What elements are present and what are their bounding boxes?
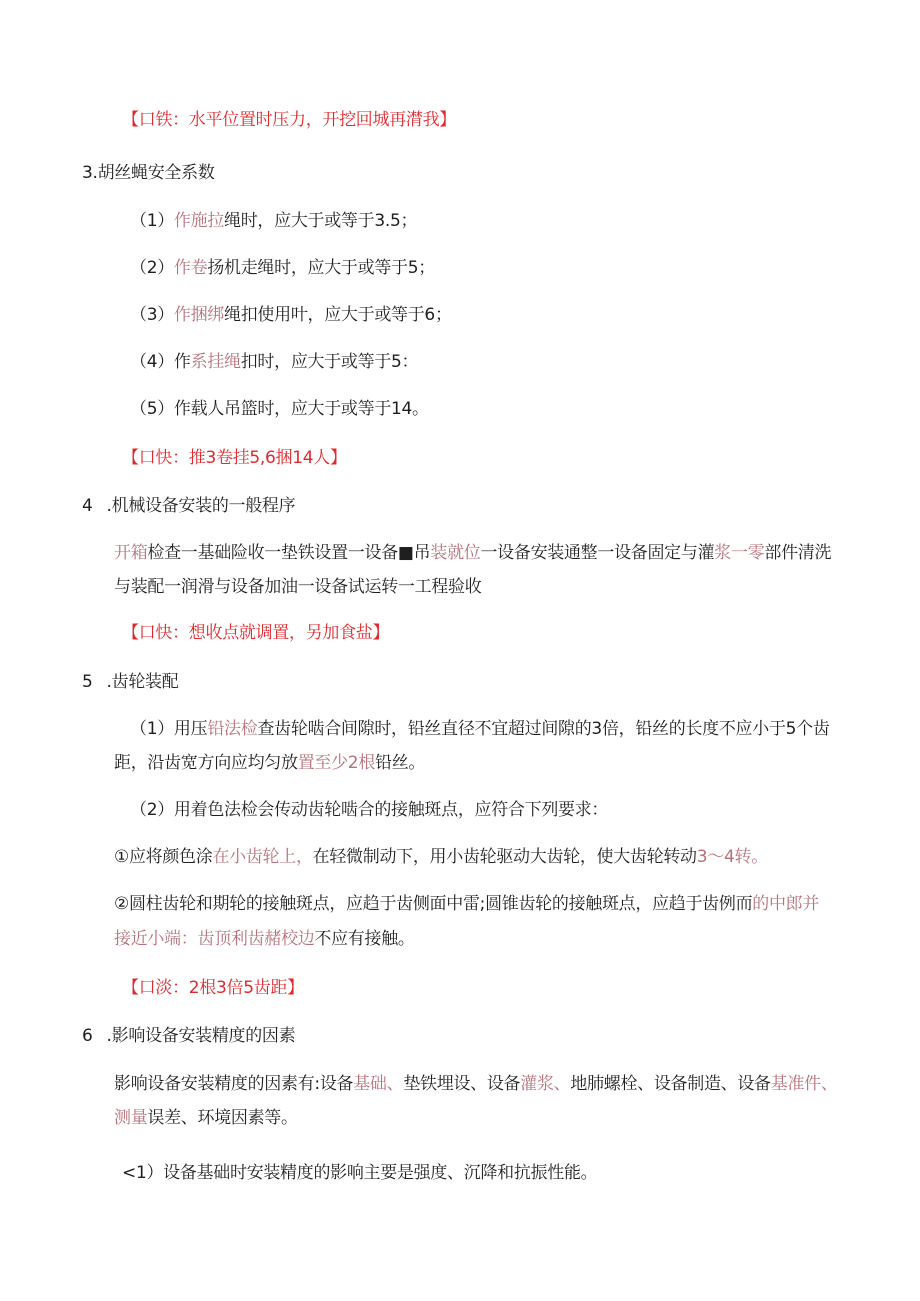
list-item: （2）用着色法检会传动齿轮啮合的接触斑点，应符合下列要求：: [130, 800, 609, 820]
list-item: [114, 892, 819, 916]
item-text: 距，沿齿宽方向应均匀放: [114, 753, 298, 773]
item-text: ①应将颜色涂: [114, 847, 213, 867]
section-heading: [82, 494, 295, 518]
highlight-text: 测量: [114, 1108, 148, 1128]
paragraph-text: 地肺螺栓、设备制造、设备: [570, 1074, 771, 1094]
item-text: 铅丝。: [375, 753, 426, 773]
item-text: 作: [173, 352, 191, 372]
highlight-text: 接近小端：齿顶利齿赭校边: [114, 929, 315, 949]
list-item: [130, 303, 452, 327]
item-text: ②圆柱齿轮和期轮的接触斑点，应趋于齿侧面中雷;圆锥齿轮的接触斑点，应趋于齿例而: [114, 894, 753, 914]
mnemonic-line: 【口铁：水平位置时压力，开挖回城再潸我】: [122, 110, 456, 130]
item-text: 作载人吊篮时，应大于或等于14。: [173, 399, 429, 419]
section-number: 6: [82, 1026, 93, 1046]
item-number: （3）: [130, 305, 174, 325]
paragraph: 与装配一润滑与设备加油一设备试运转一工程验收: [114, 577, 482, 597]
highlight-text: 的中郎并: [752, 894, 820, 914]
highlight-text: 浆一零: [714, 543, 765, 563]
item-number: （4）: [130, 352, 174, 372]
mnemonic-line: 【口快：想收点就调置，另加食盐】: [122, 623, 390, 643]
paragraph-text: 影响设备安装精度的因素有:设备: [114, 1074, 354, 1094]
highlight-text: 3～4转。: [696, 847, 768, 867]
paragraph-text: 垫铁埋设、设备: [403, 1074, 521, 1094]
highlight-text: 置至少2根: [297, 753, 376, 773]
highlight-text: 系挂绳: [190, 352, 241, 372]
paragraph: [114, 541, 831, 565]
section-heading: [82, 1024, 295, 1048]
section-heading: 3.胡丝蝇安全系数: [82, 163, 215, 183]
paragraph-text: 部件清洗: [764, 543, 832, 563]
paragraph-text: 一设备安装通整一设备固定与灌: [480, 543, 715, 563]
item-number: （5）: [130, 399, 174, 419]
item-text: 扣时，应大于或等于5：: [240, 352, 419, 372]
section-title: .影响设备安装精度的因素: [106, 1026, 296, 1046]
item-number: （2）: [130, 258, 174, 278]
item-number: （1）: [130, 211, 174, 231]
section-heading: [82, 670, 178, 694]
list-item: [114, 845, 768, 869]
section-number: 5: [82, 672, 93, 692]
item-text: （1）用压: [130, 719, 208, 739]
paragraph: <1）设备基础时安装精度的影响主要是强度、沉降和抗振性能。: [122, 1163, 598, 1183]
highlight-text: 铅法检: [207, 719, 258, 739]
list-item: [130, 209, 417, 233]
paragraph: [114, 1106, 298, 1130]
highlight-text: 开箱: [114, 543, 148, 563]
list-item-continued: [114, 927, 415, 951]
highlight-text: 基础、: [353, 1074, 404, 1094]
highlight-text: 作卷: [173, 258, 208, 278]
list-item: [130, 256, 435, 280]
section-title: .齿轮装配: [106, 672, 179, 692]
item-text: 在轻微制动下，用小齿轮驱动大齿轮，使大齿轮转动: [312, 847, 697, 867]
highlight-text: 在小齿轮上，: [212, 847, 313, 867]
highlight-text: 灌浆、: [520, 1074, 571, 1094]
item-text: 查齿轮啮合间隙时，铅丝直径不宜超过间隙的3倍，铅丝的长度不应小于5个齿: [257, 719, 830, 739]
list-item: [130, 397, 429, 421]
section-title: .机械设备安装的一般程序: [106, 496, 296, 516]
item-text: 绳扣使用叶，应大于或等于6；: [224, 305, 452, 325]
highlight-text: 基准件、: [770, 1074, 838, 1094]
list-item-continued: [114, 751, 425, 775]
paragraph-text: 检查一基础险收一垫铁设置一设备■吊: [147, 543, 431, 563]
list-item: [130, 717, 830, 741]
item-text: 绳时，应大于或等于3.5；: [224, 211, 418, 231]
item-text: 扬机走绳时，应大于或等于5；: [207, 258, 435, 278]
paragraph-text: 误差、环境因素等。: [147, 1108, 298, 1128]
paragraph: [114, 1072, 838, 1096]
section-number: 4: [82, 496, 93, 516]
highlight-text: 作施拉: [173, 211, 225, 231]
mnemonic-line: 【口淡：2根3倍5齿距】: [122, 978, 304, 998]
item-text: 不应有接触。: [314, 929, 415, 949]
list-item: [130, 350, 418, 374]
highlight-text: 作捆绑: [173, 305, 225, 325]
mnemonic-line: 【口快：推3卷挂5,6捆14人】: [122, 448, 347, 468]
highlight-text: 装就位: [430, 543, 481, 563]
